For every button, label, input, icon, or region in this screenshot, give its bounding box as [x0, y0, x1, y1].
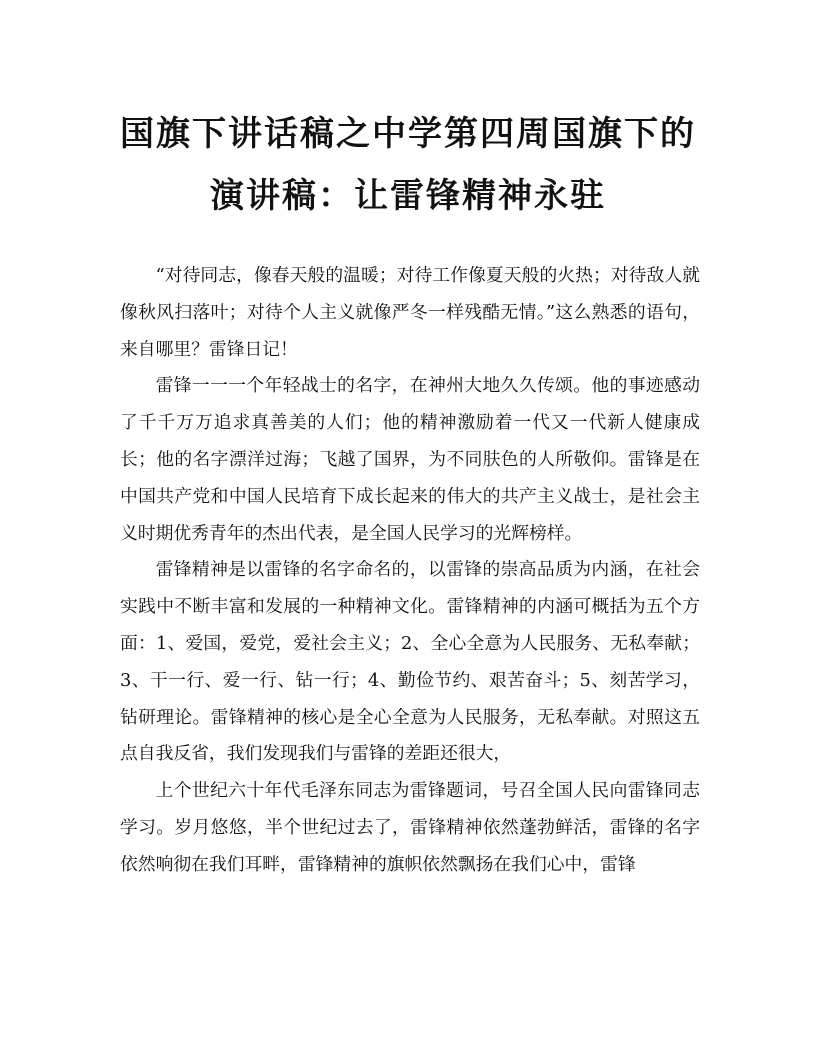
document-title-line-1: 国旗下讲话稿之中学第四周国旗下的: [120, 114, 696, 154]
paragraph: 雷锋精神是以雷锋的名字命名的，以雷锋的崇高品质为内涵，在社会实践中不断丰富和发展的一种精神文化。雷锋精神的内涵可概括为五个方面：1、爱国，爱党，爱社会主义；2、全心全意为人民服务、无私奉献；3、干一行、爱一行、钻一行；4、勤俭节约、艰苦奋斗；5、刻苦学习，钻研理论。雷锋精神的核心是全心全意为人民服务，无私奉献。对照这五点自我反省，我们发现我们与雷锋的差距还很大，: [120, 559, 700, 765]
document-body: [120, 258, 700, 884]
document-title-line-2: 演讲稿：让雷锋精神永驻: [210, 176, 606, 216]
paragraph: “对待同志，像春天般的温暖；对待工作像夏天般的火热；对待敌人就像秋风扫落叶；对待个人主义就像严冬一样残酷无情。”这么熟悉的语句，来自哪里？雷锋日记！: [120, 265, 700, 360]
paragraph: 雷锋一一一个年轻战士的名字，在神州大地久久传颂。他的事迹感动了千千万万追求真善美的人们；他的精神激励着一代又一代新人健康成长；他的名字漂洋过海；飞越了国界，为不同肤色的人所敬仰。雷锋是在中国共产党和中国人民培育下成长起来的伟大的共产主义战士，是社会主义时期优秀青年的杰出代表，是全国人民学习的光辉榜样。: [120, 375, 700, 544]
paragraph: 上个世纪六十年代毛泽东同志为雷锋题词，号召全国人民向雷锋同志学习。岁月悠悠，半个世纪过去了，雷锋精神依然蓬勃鲜活，雷锋的名字依然响彻在我们耳畔，雷锋精神的旗帜依然飘扬在我们心中，雷锋: [120, 780, 700, 875]
